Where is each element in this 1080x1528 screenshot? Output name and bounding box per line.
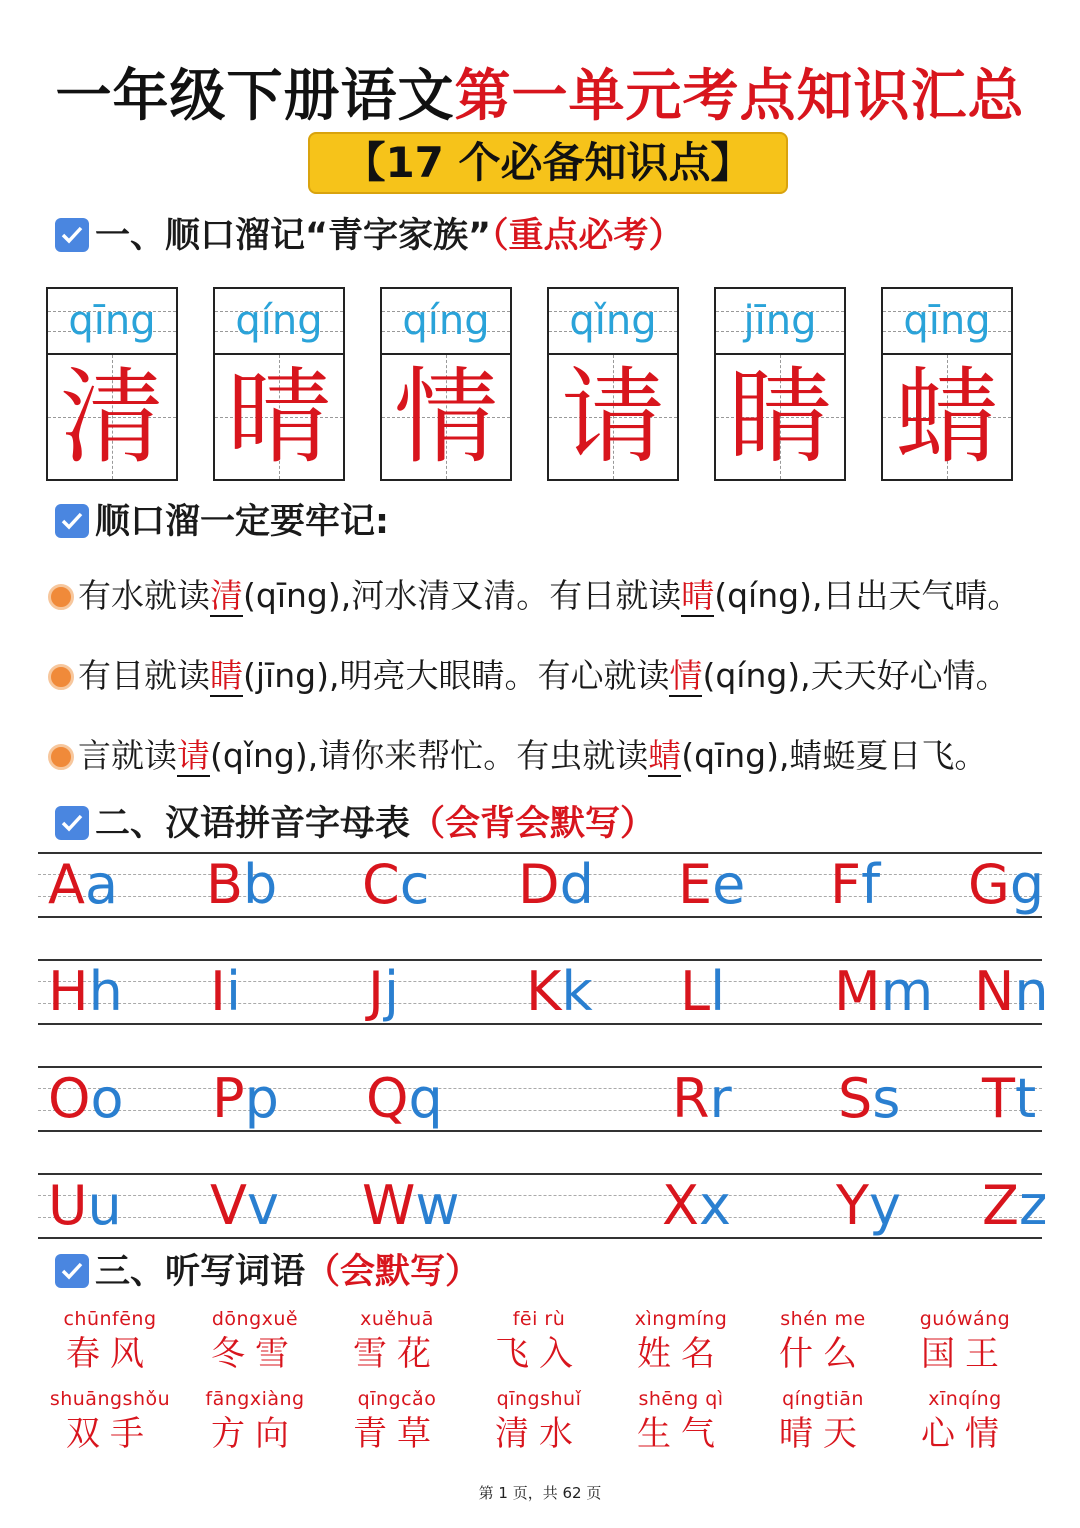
alphabet-letter: Mm — [834, 960, 934, 1023]
page-title — [0, 52, 1080, 132]
section3-label: 三、听写词语 — [95, 1252, 306, 1292]
char-pinyin: qíng — [215, 289, 343, 355]
alphabet-letter: Vv — [210, 1174, 279, 1237]
vocab-word: qīngcǎo 青草 — [353, 1388, 441, 1454]
char-hanzi: 睛 — [716, 355, 844, 479]
section3-header — [55, 1250, 480, 1294]
vocab-word: qīngshuǐ 清水 — [495, 1388, 583, 1454]
vocab-word: xìngmíng 姓名 — [634, 1308, 728, 1374]
alphabet-letter: Qq — [366, 1067, 443, 1130]
rhyme-highlight: 睛 — [210, 656, 243, 695]
alphabet-letter: Uu — [48, 1174, 122, 1237]
alphabet-letter: Jj — [368, 960, 399, 1023]
title-part2: 第一单元考点知识汇总 — [454, 64, 1025, 129]
alphabet-row — [38, 852, 1045, 918]
alphabet-row — [38, 959, 1049, 1025]
rhyme-highlight: 清 — [210, 576, 243, 615]
char-pinyin: qíng — [382, 289, 510, 355]
page-footer: 第 1 页，共 62 页 — [478, 1484, 602, 1502]
rhyme-text: 有目就读 — [78, 656, 210, 695]
section2-header — [55, 802, 655, 846]
char-box — [380, 287, 512, 481]
alphabet-letter: Ii — [210, 960, 241, 1023]
char-hanzi: 请 — [549, 355, 677, 479]
char-pinyin: qīng — [48, 289, 176, 355]
rhyme-text: (qíng),日出天气晴。 — [714, 576, 1021, 615]
alphabet-letter: Ww — [362, 1174, 460, 1237]
rhyme-highlight: 晴 — [681, 576, 715, 615]
checkbox-icon — [55, 504, 89, 538]
rhyme-line — [48, 656, 1009, 696]
rhyme-text: (qīng),蜻蜓夏日飞。 — [681, 736, 988, 775]
rhyme-highlight: 请 — [177, 736, 210, 775]
bullet-dot-icon — [48, 584, 74, 610]
alphabet-letter: Rr — [672, 1067, 732, 1130]
vocab-word: chūnfēng 春风 — [63, 1308, 157, 1374]
alphabet-letter: Nn — [974, 960, 1049, 1023]
alphabet-letter: Cc — [362, 853, 430, 916]
checkbox-icon — [55, 1254, 89, 1288]
char-box — [547, 287, 679, 481]
alphabet-letter: Ss — [838, 1067, 901, 1130]
rhyme-line — [48, 736, 987, 776]
char-pinyin: qīng — [883, 289, 1011, 355]
alphabet-letter: Zz — [982, 1174, 1048, 1237]
vocab-word: fēi rù 飞入 — [495, 1308, 583, 1374]
rhyme-line — [48, 576, 1020, 616]
rhyme-text: (qǐng),请你来帮忙。有虫就读 — [210, 736, 649, 775]
alphabet-row — [38, 1066, 1042, 1132]
vocab-word: fāngxiàng 方向 — [205, 1388, 305, 1454]
alphabet-letter: Ll — [680, 960, 726, 1023]
alphabet-letter: Aa — [48, 853, 119, 916]
vocab-word: xīnqíng 心情 — [921, 1388, 1009, 1454]
alphabet-letter: Xx — [662, 1174, 731, 1237]
alphabet-letter: Dd — [518, 853, 594, 916]
section1-header — [55, 214, 684, 258]
rhyme-header-label: 顺口溜一定要牢记: — [95, 502, 389, 542]
alphabet-letter: Kk — [526, 960, 593, 1023]
char-pinyin: jīng — [716, 289, 844, 355]
char-hanzi: 清 — [48, 355, 176, 479]
alphabet-letter: Tt — [982, 1067, 1037, 1130]
bullet-dot-icon — [48, 744, 74, 770]
rhyme-text: (jīng),明亮大眼睛。有心就读 — [243, 656, 670, 695]
vocab-word: guówáng 国王 — [919, 1308, 1011, 1374]
alphabet-letter: Yy — [836, 1174, 901, 1237]
vocab-word: shēng qì 生气 — [637, 1388, 725, 1454]
alphabet-letter: Gg — [968, 853, 1045, 916]
char-hanzi: 情 — [382, 355, 510, 479]
subtitle-banner: 【17 个必备知识点】 — [308, 132, 788, 194]
rhyme-highlight: 蜻 — [648, 736, 682, 775]
alphabet-letter: Oo — [48, 1067, 124, 1130]
char-box — [213, 287, 345, 481]
char-box — [714, 287, 846, 481]
vocab-word: qíngtiān 晴天 — [779, 1388, 867, 1454]
title-part1: 一年级下册语文 — [55, 64, 455, 129]
char-hanzi: 蜻 — [883, 355, 1011, 479]
rhyme-text: 言就读 — [78, 736, 177, 775]
rhyme-header — [55, 500, 389, 544]
rhyme-text: (qīng),河水清又清。有日就读 — [243, 576, 682, 615]
vocab-word: shuāngshǒu 双手 — [49, 1388, 171, 1454]
alphabet-letter: Pp — [212, 1067, 279, 1130]
char-box — [881, 287, 1013, 481]
section2-note: （会背会默写） — [410, 804, 656, 844]
alphabet-letter: Hh — [48, 960, 123, 1023]
checkbox-icon — [55, 218, 89, 252]
alphabet-letter: Ff — [830, 853, 881, 916]
alphabet-letter: Ee — [678, 853, 746, 916]
char-box — [46, 287, 178, 481]
section1-note: （重点必考） — [491, 216, 684, 256]
rhyme-highlight: 情 — [669, 656, 703, 695]
checkbox-icon — [55, 806, 89, 840]
section3-note: （会默写） — [305, 1252, 481, 1292]
rhyme-text: 有水就读 — [78, 576, 210, 615]
vocab-word: shén me 什么 — [779, 1308, 867, 1374]
char-hanzi: 晴 — [215, 355, 343, 479]
alphabet-row — [38, 1173, 1048, 1239]
vocab-word: xuěhuā 雪花 — [353, 1308, 441, 1374]
bullet-dot-icon — [48, 664, 74, 690]
rhyme-text: (qíng),天天好心情。 — [702, 656, 1009, 695]
section2-label: 二、汉语拼音字母表 — [95, 804, 411, 844]
alphabet-letter: Bb — [206, 853, 278, 916]
char-pinyin: qǐng — [549, 289, 677, 355]
vocab-word: dōngxuě 冬雪 — [211, 1308, 299, 1374]
section1-label: 一、顺口溜记“青字家族” — [95, 216, 492, 256]
